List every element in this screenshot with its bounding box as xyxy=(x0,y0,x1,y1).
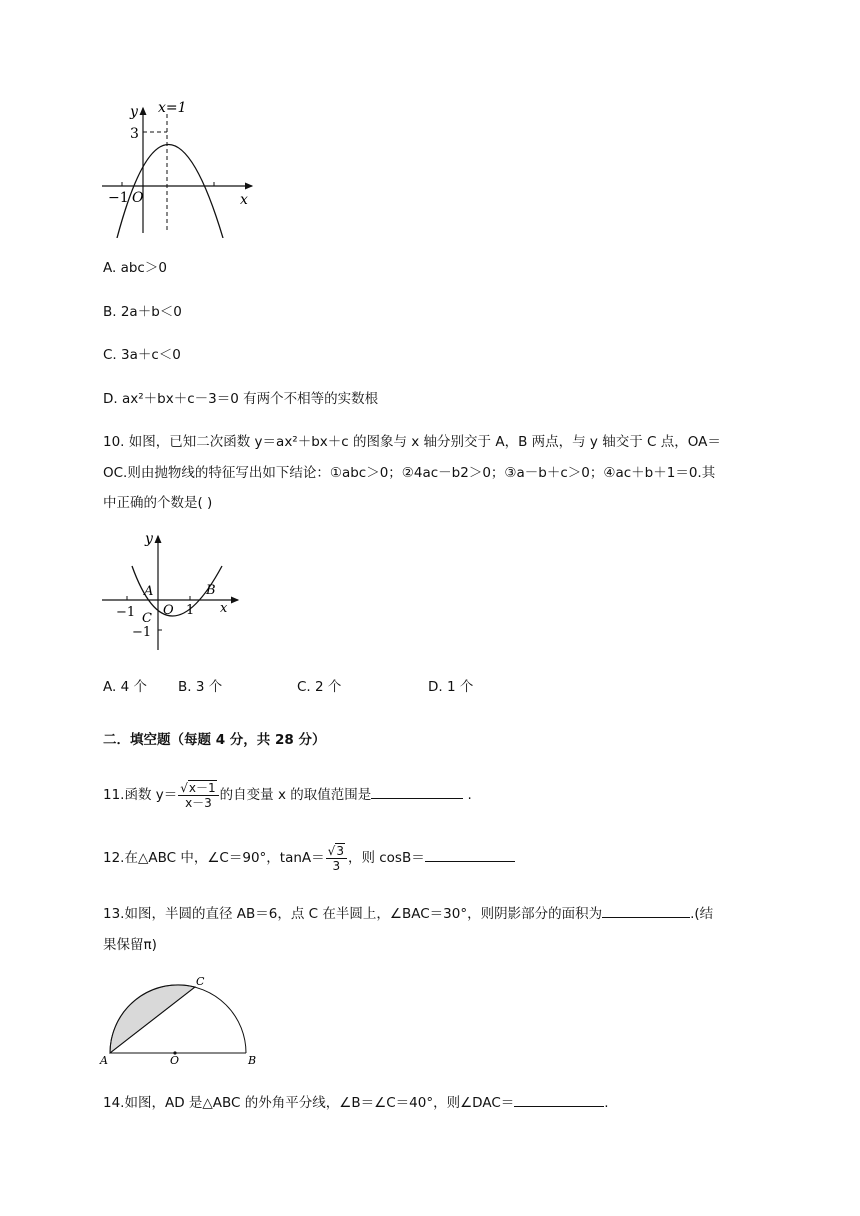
x-label: x xyxy=(240,192,248,208)
q12 xyxy=(103,840,515,876)
q11-denominator: x－3 xyxy=(185,795,212,810)
q9-option-d: D. ax²＋bx＋c－3＝0 有两个不相等的实数根 xyxy=(103,391,379,407)
q11-fraction: $\frac{√x-1}{x-3}$ xyxy=(178,781,218,810)
q9-option-b: B. 2a＋b＜0 xyxy=(103,304,182,320)
axis-label: x=1 xyxy=(158,100,187,116)
c-label: C xyxy=(196,975,205,988)
origin-label: O xyxy=(132,190,144,206)
o-label: O xyxy=(170,1054,180,1066)
q11-suffix: 的自变量 x 的取值范围是 xyxy=(219,787,372,803)
y-label: y xyxy=(145,531,153,547)
c-label: C xyxy=(142,611,152,626)
section-title: 二．填空题（每题 4 分，共 28 分） xyxy=(103,732,326,748)
neg-one-y-label: −1 xyxy=(132,625,152,640)
q12-answer-blank[interactable] xyxy=(425,847,515,862)
q10-line-2: OC.则由抛物线的特征写出如下结论：①abc＞0；②4ac－b2＞0；③a－b＋c＞0；④ac＋b＋1＝0.其 xyxy=(103,465,716,481)
q11-answer-blank[interactable] xyxy=(371,784,463,799)
q10-line-1: 10. 如图，已知二次函数 y＝ax²＋bx＋c 的图象与 x 轴分别交于 A，B 两点，与 y 轴交于 C 点，OA＝ xyxy=(103,434,721,450)
y-label: y xyxy=(130,104,138,120)
q12-suffix: ，则 cosB＝ xyxy=(347,850,425,866)
peak-label: 3 xyxy=(130,126,139,142)
q14-prefix: 14.如图，AD 是△ABC 的外角平分线，∠B＝∠C＝40°，则∠DAC＝ xyxy=(103,1095,515,1111)
o-label: O xyxy=(163,603,174,618)
q13-line-1 xyxy=(103,903,713,924)
q13-answer-blank[interactable] xyxy=(602,903,690,918)
q11-end: . xyxy=(463,787,472,803)
q10-option-d: D. 1 个 xyxy=(428,679,474,695)
q12-prefix: 12.在△ABC 中，∠C＝90°，tanA＝ xyxy=(103,850,325,866)
b-label: B xyxy=(206,583,216,598)
q9-option-a: A. abc＞0 xyxy=(103,260,167,276)
b-label: B xyxy=(248,1054,257,1066)
q14-answer-blank[interactable] xyxy=(514,1092,604,1107)
q11-radicand: x－1 xyxy=(188,780,216,795)
a-label: A xyxy=(144,584,154,599)
figure-semicircle xyxy=(98,974,263,1066)
q13-suffix: .(结 xyxy=(690,906,714,922)
q9-option-c: C. 3a＋c＜0 xyxy=(103,347,181,363)
q14 xyxy=(103,1092,609,1113)
q10-option-a: A. 4 个 xyxy=(103,679,147,695)
x-label: x xyxy=(220,601,228,616)
a-label: A xyxy=(100,1054,108,1066)
one-x-label: 1 xyxy=(186,603,195,618)
q11 xyxy=(103,777,472,813)
q10-option-b: B. 3 个 xyxy=(178,679,223,695)
figure-parabola-ab xyxy=(100,528,250,653)
q10-option-c: C. 2 个 xyxy=(297,679,342,695)
q13-line-2: 果保留π) xyxy=(103,937,157,953)
neg-one-label: −1 xyxy=(108,190,129,206)
q12-fraction: $\frac{√3}{3}$ xyxy=(326,844,347,873)
q14-suffix: . xyxy=(604,1095,609,1111)
q11-prefix: 11.函数 y＝ xyxy=(103,787,178,803)
q12-radicand: 3 xyxy=(336,843,344,858)
q10-line-3: 中正确的个数是( ) xyxy=(103,495,213,511)
neg-one-x-label: −1 xyxy=(116,605,136,620)
figure-parabola-vertex xyxy=(100,98,260,238)
q13-prefix: 13.如图，半圆的直径 AB＝6，点 C 在半圆上，∠BAC＝30°，则阴影部分的面积为 xyxy=(103,906,603,922)
q12-denominator: 3 xyxy=(332,858,341,873)
